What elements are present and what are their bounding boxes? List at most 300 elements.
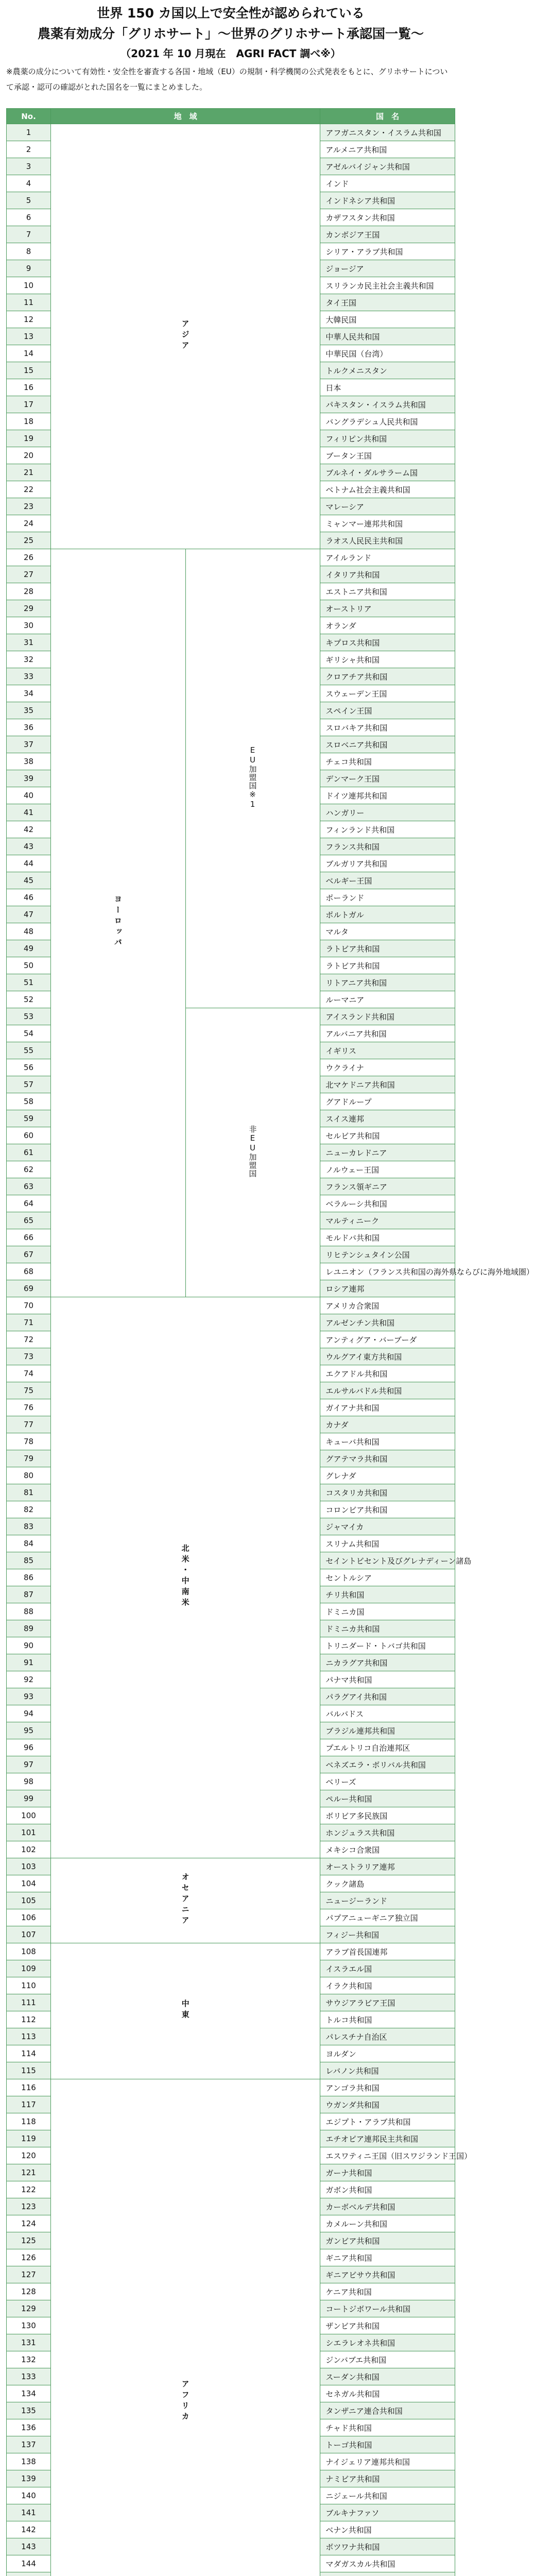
- row-number: 96: [7, 1739, 51, 1756]
- row-number: 120: [7, 2147, 51, 2164]
- country-name: セルビア共和国: [320, 1127, 455, 1144]
- country-name: ザンビア共和国: [320, 2317, 455, 2334]
- row-number: 1: [7, 124, 51, 141]
- row-number: 119: [7, 2130, 51, 2147]
- country-name: シリア・アラブ共和国: [320, 243, 455, 260]
- country-name: カザフスタン共和国: [320, 209, 455, 226]
- country-name: ラトビア共和国: [320, 940, 455, 957]
- country-name: インド: [320, 175, 455, 192]
- country-name: [320, 2572, 455, 2576]
- row-number: 141: [7, 2504, 51, 2521]
- row-number: 31: [7, 634, 51, 651]
- row-number: 100: [7, 1807, 51, 1824]
- country-name: ベネズエラ・ボリバル共和国: [320, 1756, 455, 1773]
- country-name: リヒテンシュタイン公国: [320, 1246, 455, 1263]
- row-number: 30: [7, 617, 51, 634]
- row-number: 39: [7, 770, 51, 787]
- country-name: オーストラリア連邦: [320, 1858, 455, 1875]
- row-number: 5: [7, 192, 51, 209]
- country-name: ニジェール共和国: [320, 2487, 455, 2504]
- row-number: 86: [7, 1569, 51, 1586]
- row-number: 26: [7, 549, 51, 566]
- country-name: アゼルバイジャン共和国: [320, 158, 455, 175]
- row-number: 134: [7, 2385, 51, 2402]
- country-name: ブルガリア共和国: [320, 855, 455, 872]
- title-line-3: （2021 年 10 月現在 AGRI FACT 調べ※）: [120, 47, 341, 60]
- row-number: 24: [7, 515, 51, 532]
- row-number: 13: [7, 328, 51, 345]
- row-number: 132: [7, 2351, 51, 2368]
- country-name: エストニア共和国: [320, 583, 455, 600]
- country-name: アルメニア共和国: [320, 141, 455, 158]
- country-name: チャド共和国: [320, 2419, 455, 2436]
- country-name: モルドバ共和国: [320, 1229, 455, 1246]
- table-row: [7, 1943, 455, 1960]
- row-number: 133: [7, 2368, 51, 2385]
- table-row: [7, 1858, 455, 1875]
- row-number: 125: [7, 2232, 51, 2249]
- column-header-no: No.: [7, 109, 51, 124]
- country-name: ウクライナ: [320, 1059, 455, 1076]
- row-number: 131: [7, 2334, 51, 2351]
- row-number: 124: [7, 2215, 51, 2232]
- table-row: [7, 124, 455, 141]
- row-number: 140: [7, 2487, 51, 2504]
- row-number: 143: [7, 2538, 51, 2555]
- row-number: 73: [7, 1348, 51, 1365]
- country-name: デンマーク王国: [320, 770, 455, 787]
- row-number: 9: [7, 260, 51, 277]
- subregion-cell: [185, 1008, 320, 1297]
- row-number: 4: [7, 175, 51, 192]
- row-number: 79: [7, 1450, 51, 1467]
- row-number: 3: [7, 158, 51, 175]
- country-name: ガイアナ共和国: [320, 1399, 455, 1416]
- row-number: 7: [7, 226, 51, 243]
- country-name: ベトナム社会主義共和国: [320, 481, 455, 498]
- row-number: 95: [7, 1722, 51, 1739]
- row-number: 57: [7, 1076, 51, 1093]
- row-number: 90: [7, 1637, 51, 1654]
- country-name: タンザニア連合共和国: [320, 2402, 455, 2419]
- row-number: 75: [7, 1382, 51, 1399]
- row-number: 49: [7, 940, 51, 957]
- row-number: 17: [7, 396, 51, 413]
- region-cell: [51, 549, 186, 1297]
- country-name: レバノン共和国: [320, 2062, 455, 2079]
- row-number: 91: [7, 1654, 51, 1671]
- table-row: [7, 2079, 455, 2096]
- country-name: インドネシア共和国: [320, 192, 455, 209]
- country-name: ミャンマー連邦共和国: [320, 515, 455, 532]
- row-number: 137: [7, 2436, 51, 2453]
- country-name: アイスランド共和国: [320, 1008, 455, 1025]
- row-number: 136: [7, 2419, 51, 2436]
- row-number: 84: [7, 1535, 51, 1552]
- country-name: アルゼンチン共和国: [320, 1314, 455, 1331]
- country-name: ベリーズ: [320, 1773, 455, 1790]
- row-number: 19: [7, 430, 51, 447]
- country-name: スウェーデン王国: [320, 685, 455, 702]
- row-number: 114: [7, 2045, 51, 2062]
- country-name: セントルシア: [320, 1569, 455, 1586]
- country-name: ジョージア: [320, 260, 455, 277]
- row-number: 110: [7, 1977, 51, 1994]
- row-number: 53: [7, 1008, 51, 1025]
- row-number: 64: [7, 1195, 51, 1212]
- country-name: ベラルーシ共和国: [320, 1195, 455, 1212]
- row-number: 40: [7, 787, 51, 804]
- country-name: アイルランド: [320, 549, 455, 566]
- country-name: ウガンダ共和国: [320, 2096, 455, 2113]
- row-number: 106: [7, 1909, 51, 1926]
- region-cell: [51, 124, 320, 549]
- row-number: 89: [7, 1620, 51, 1637]
- row-number: 88: [7, 1603, 51, 1620]
- country-name: カンボジア王国: [320, 226, 455, 243]
- country-name: アラブ首長国連邦: [320, 1943, 455, 1960]
- row-number: 103: [7, 1858, 51, 1875]
- row-number: 105: [7, 1892, 51, 1909]
- row-number: 32: [7, 651, 51, 668]
- row-number: 54: [7, 1025, 51, 1042]
- country-name: エジプト・アラブ共和国: [320, 2113, 455, 2130]
- country-name: ノルウェー王国: [320, 1161, 455, 1178]
- row-number: 87: [7, 1586, 51, 1603]
- country-name: スーダン共和国: [320, 2368, 455, 2385]
- row-number: 41: [7, 804, 51, 821]
- row-number: 129: [7, 2300, 51, 2317]
- country-name: パプアニューギニア独立国: [320, 1909, 455, 1926]
- country-name: ケニア共和国: [320, 2283, 455, 2300]
- country-name: アフガニスタン・イスラム共和国: [320, 124, 455, 141]
- country-name: トルコ共和国: [320, 2011, 455, 2028]
- document-header: [0, 0, 461, 107]
- country-name: コスタリカ共和国: [320, 1484, 455, 1501]
- country-name: バルバドス: [320, 1705, 455, 1722]
- row-number: 6: [7, 209, 51, 226]
- row-number: [7, 2572, 51, 2576]
- country-name: ジャマイカ: [320, 1518, 455, 1535]
- row-number: 108: [7, 1943, 51, 1960]
- country-name: ドミニカ国: [320, 1603, 455, 1620]
- country-name: マルティニーク: [320, 1212, 455, 1229]
- country-name: フィジー共和国: [320, 1926, 455, 1943]
- row-number: 69: [7, 1280, 51, 1297]
- country-name: グレナダ: [320, 1467, 455, 1484]
- row-number: 76: [7, 1399, 51, 1416]
- row-number: 107: [7, 1926, 51, 1943]
- subregion-label: EU加盟国※1: [248, 745, 257, 809]
- country-name: スロベニア共和国: [320, 736, 455, 753]
- country-name: ギニア共和国: [320, 2249, 455, 2266]
- country-name: ベナン共和国: [320, 2521, 455, 2538]
- region-cell: [51, 1858, 320, 1943]
- row-number: 58: [7, 1093, 51, 1110]
- country-name: タイ王国: [320, 294, 455, 311]
- table-header-row: [7, 109, 455, 124]
- row-number: 20: [7, 447, 51, 464]
- row-number: 15: [7, 362, 51, 379]
- country-name: カメルーン共和国: [320, 2215, 455, 2232]
- subregion-label: 非EU加盟国: [248, 1125, 257, 1178]
- country-name: アンゴラ共和国: [320, 2079, 455, 2096]
- country-name: ベルギー王国: [320, 872, 455, 889]
- title-line-1: 世界 150 カ国以上で安全性が認められている: [97, 6, 365, 21]
- country-name: ニカラグア共和国: [320, 1654, 455, 1671]
- row-number: 68: [7, 1263, 51, 1280]
- country-name: ナミビア共和国: [320, 2470, 455, 2487]
- country-name: エルサルバドル共和国: [320, 1382, 455, 1399]
- country-name: エチオピア連邦民主共和国: [320, 2130, 455, 2147]
- row-number: 82: [7, 1501, 51, 1518]
- column-header-region: 地 域: [51, 109, 320, 124]
- row-number: 61: [7, 1144, 51, 1161]
- country-name: ギリシャ共和国: [320, 651, 455, 668]
- row-number: 11: [7, 294, 51, 311]
- row-number: 104: [7, 1875, 51, 1892]
- row-number: 52: [7, 991, 51, 1008]
- row-number: 115: [7, 2062, 51, 2079]
- country-name: ルーマニア: [320, 991, 455, 1008]
- row-number: 27: [7, 566, 51, 583]
- country-name: チェコ共和国: [320, 753, 455, 770]
- subregion-cell: [185, 549, 320, 1008]
- row-number: 94: [7, 1705, 51, 1722]
- row-number: 80: [7, 1467, 51, 1484]
- region-cell: [51, 2079, 320, 2576]
- region-label: 中東: [180, 1999, 190, 2021]
- row-number: 60: [7, 1127, 51, 1144]
- row-number: 38: [7, 753, 51, 770]
- row-number: 74: [7, 1365, 51, 1382]
- region-label: 北米・中南米: [180, 1544, 190, 1609]
- country-name: ハンガリー: [320, 804, 455, 821]
- country-name: ポーランド: [320, 889, 455, 906]
- country-name: ブルキナファソ: [320, 2504, 455, 2521]
- region-label: アフリカ: [180, 2379, 190, 2423]
- row-number: 97: [7, 1756, 51, 1773]
- row-number: 23: [7, 498, 51, 515]
- row-number: 122: [7, 2181, 51, 2198]
- country-name: ポルトガル: [320, 906, 455, 923]
- country-name: アメリカ合衆国: [320, 1297, 455, 1314]
- country-name: ロシア連邦: [320, 1280, 455, 1297]
- country-name: マルタ: [320, 923, 455, 940]
- row-number: 33: [7, 668, 51, 685]
- country-name: セイントビセント及びグレナディーン諸島: [320, 1552, 455, 1569]
- row-number: 34: [7, 685, 51, 702]
- row-number: 98: [7, 1773, 51, 1790]
- country-name: コロンビア共和国: [320, 1501, 455, 1518]
- row-number: 48: [7, 923, 51, 940]
- row-number: 139: [7, 2470, 51, 2487]
- country-name: ギニアビサウ共和国: [320, 2266, 455, 2283]
- country-table: [6, 108, 534, 2576]
- column-header-country: 国 名: [320, 109, 455, 124]
- row-number: 56: [7, 1059, 51, 1076]
- country-name: マレーシア: [320, 498, 455, 515]
- country-name: ニュージーランド: [320, 1892, 455, 1909]
- country-name: ブラジル連邦共和国: [320, 1722, 455, 1739]
- row-number: 29: [7, 600, 51, 617]
- row-number: 130: [7, 2317, 51, 2334]
- region-cell: [51, 1297, 320, 1858]
- country-name: パナマ共和国: [320, 1671, 455, 1688]
- row-number: 51: [7, 974, 51, 991]
- country-name: 中華人民共和国: [320, 328, 455, 345]
- row-number: 77: [7, 1416, 51, 1433]
- row-number: 112: [7, 2011, 51, 2028]
- row-number: 47: [7, 906, 51, 923]
- country-name: ホンジュラス共和国: [320, 1824, 455, 1841]
- country-name: ナイジェリア連邦共和国: [320, 2453, 455, 2470]
- country-name: オランダ: [320, 617, 455, 634]
- row-number: 66: [7, 1229, 51, 1246]
- row-number: 55: [7, 1042, 51, 1059]
- row-number: 46: [7, 889, 51, 906]
- row-number: 42: [7, 821, 51, 838]
- country-name: トーゴ共和国: [320, 2436, 455, 2453]
- country-name: ジンバブエ共和国: [320, 2351, 455, 2368]
- country-name: ドイツ連邦共和国: [320, 787, 455, 804]
- row-number: 83: [7, 1518, 51, 1535]
- country-name: ニューカレドニア: [320, 1144, 455, 1161]
- row-number: 22: [7, 481, 51, 498]
- table-row: [7, 1297, 455, 1314]
- country-name: 大韓民国: [320, 311, 455, 328]
- country-name: フランス領ギニア: [320, 1178, 455, 1195]
- row-number: 44: [7, 855, 51, 872]
- country-name: ガーナ共和国: [320, 2164, 455, 2181]
- region-label: オセアニア: [180, 1872, 190, 1927]
- country-name: ヨルダン: [320, 2045, 455, 2062]
- country-name: プエルトリコ自治連邦区: [320, 1739, 455, 1756]
- country-name: カナダ: [320, 1416, 455, 1433]
- table-body: [7, 124, 534, 2576]
- row-number: 127: [7, 2266, 51, 2283]
- row-number: 113: [7, 2028, 51, 2045]
- country-name: グアドループ: [320, 1093, 455, 1110]
- row-number: 36: [7, 719, 51, 736]
- row-number: 138: [7, 2453, 51, 2470]
- row-number: 59: [7, 1110, 51, 1127]
- country-name: トルクメニスタン: [320, 362, 455, 379]
- row-number: 16: [7, 379, 51, 396]
- row-number: 135: [7, 2402, 51, 2419]
- country-name: ブータン王国: [320, 447, 455, 464]
- row-number: 116: [7, 2079, 51, 2096]
- country-name: 中華民国（台湾）: [320, 345, 455, 362]
- intro-note: ※農薬の成分について有効性・安全性を審査する各国・地域（EU）の規制・科学機関の公式発表をもとに、グリホサートについて承認・認可の確認がとれた国名を一覧にまとめました。: [6, 67, 448, 92]
- row-number: 93: [7, 1688, 51, 1705]
- row-number: 12: [7, 311, 51, 328]
- row-number: 35: [7, 702, 51, 719]
- country-name: クック諸島: [320, 1875, 455, 1892]
- row-number: 62: [7, 1161, 51, 1178]
- country-name: グアテマラ共和国: [320, 1450, 455, 1467]
- region-label: ヨーロッパ: [113, 895, 123, 949]
- country-name: ラトビア共和国: [320, 957, 455, 974]
- country-name: セネガル共和国: [320, 2385, 455, 2402]
- country-name: ボリビア多民族国: [320, 1807, 455, 1824]
- row-number: 45: [7, 872, 51, 889]
- country-name: アンティグア・バーブーダ: [320, 1331, 455, 1348]
- row-number: 37: [7, 736, 51, 753]
- country-name: ウルグアイ東方共和国: [320, 1348, 455, 1365]
- country-name: スイス連邦: [320, 1110, 455, 1127]
- country-name: カーボベルデ共和国: [320, 2198, 455, 2215]
- country-name: イラク共和国: [320, 1977, 455, 1994]
- row-number: 50: [7, 957, 51, 974]
- country-name: マダガスカル共和国: [320, 2555, 455, 2572]
- row-number: 126: [7, 2249, 51, 2266]
- row-number: 142: [7, 2521, 51, 2538]
- country-name: ガンビア共和国: [320, 2232, 455, 2249]
- row-number: 28: [7, 583, 51, 600]
- country-name: シエラレオネ共和国: [320, 2334, 455, 2351]
- country-name: チリ共和国: [320, 1586, 455, 1603]
- country-name: イギリス: [320, 1042, 455, 1059]
- country-name: レユニオン（フランス共和国の海外県ならびに海外地域圏）: [320, 1263, 455, 1280]
- country-name: トリニダード・トバゴ共和国: [320, 1637, 455, 1654]
- country-name: サウジアラビア王国: [320, 1994, 455, 2011]
- country-name: ボツワナ共和国: [320, 2538, 455, 2555]
- row-number: 144: [7, 2555, 51, 2572]
- country-name: ラオス人民民主共和国: [320, 532, 455, 549]
- row-number: 128: [7, 2283, 51, 2300]
- country-name: フランス共和国: [320, 838, 455, 855]
- table-row: [7, 549, 455, 566]
- row-number: 101: [7, 1824, 51, 1841]
- country-name: ガボン共和国: [320, 2181, 455, 2198]
- country-name: エクアドル共和国: [320, 1365, 455, 1382]
- row-number: 111: [7, 1994, 51, 2011]
- country-name: フィリピン共和国: [320, 430, 455, 447]
- row-number: 70: [7, 1297, 51, 1314]
- country-name: パラグアイ共和国: [320, 1688, 455, 1705]
- row-number: 121: [7, 2164, 51, 2181]
- row-number: 43: [7, 838, 51, 855]
- row-number: 18: [7, 413, 51, 430]
- country-name: オーストリア: [320, 600, 455, 617]
- country-name: 北マケドニア共和国: [320, 1076, 455, 1093]
- country-name: キューバ共和国: [320, 1433, 455, 1450]
- row-number: 99: [7, 1790, 51, 1807]
- country-name: キプロス共和国: [320, 634, 455, 651]
- row-number: 118: [7, 2113, 51, 2130]
- row-number: 85: [7, 1552, 51, 1569]
- row-number: 71: [7, 1314, 51, 1331]
- country-name: フィンランド共和国: [320, 821, 455, 838]
- row-number: 92: [7, 1671, 51, 1688]
- country-name: エスワティニ王国（旧スワジランド王国）: [320, 2147, 455, 2164]
- country-name: ドミニカ共和国: [320, 1620, 455, 1637]
- title-line-2: 農薬有効成分「グリホサート」～世界のグリホサート承認国一覧～: [37, 26, 424, 41]
- country-name: スペイン王国: [320, 702, 455, 719]
- row-number: 102: [7, 1841, 51, 1858]
- row-number: 67: [7, 1246, 51, 1263]
- country-name: 日本: [320, 379, 455, 396]
- row-number: 14: [7, 345, 51, 362]
- country-name: パレスチナ自治区: [320, 2028, 455, 2045]
- row-number: 8: [7, 243, 51, 260]
- country-name: ブルネイ・ダルサラーム国: [320, 464, 455, 481]
- row-number: 78: [7, 1433, 51, 1450]
- row-number: 21: [7, 464, 51, 481]
- country-name: イスラエル国: [320, 1960, 455, 1977]
- country-name: バングラデシュ人民共和国: [320, 413, 455, 430]
